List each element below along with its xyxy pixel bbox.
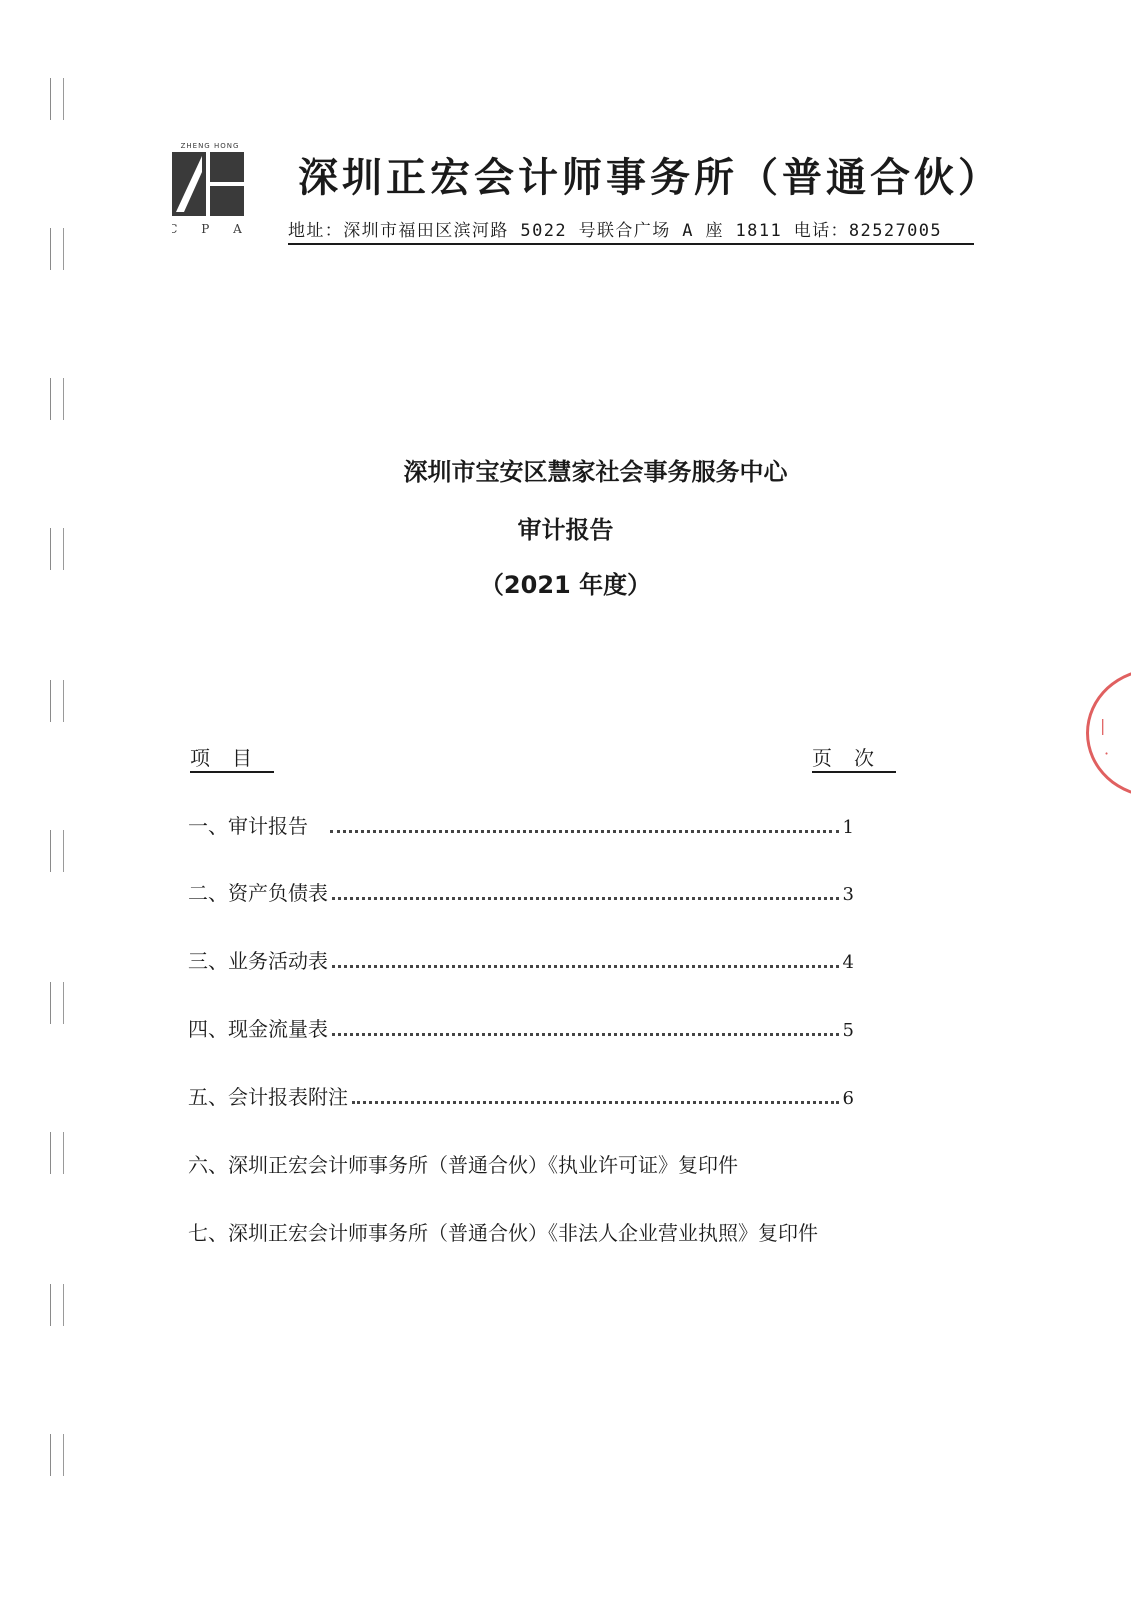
toc-row-page: 1 xyxy=(842,817,854,838)
toc-row-label: 六、深圳正宏会计师事务所（普通合伙）《执业许可证》复印件 xyxy=(188,1153,738,1177)
firm-address: 地址：深圳市福田区滨河路 5022 号联合广场 A 座 1811 电话：82527005 xyxy=(288,216,974,245)
seal-stamp xyxy=(1086,668,1131,798)
toc-row-page: 3 xyxy=(842,884,854,905)
toc-leader-dots xyxy=(330,829,839,833)
binding-mark xyxy=(50,982,64,1024)
logo-top-text: ZHENG HONG xyxy=(180,142,240,150)
toc-row-label: 五、会计报表附注 xyxy=(188,1085,348,1109)
toc-leader-dots xyxy=(332,1032,839,1036)
seal-stamp-mark: | xyxy=(1100,716,1106,735)
binding-mark xyxy=(50,1434,64,1476)
toc-row xyxy=(188,1217,948,1245)
toc-row xyxy=(188,810,854,838)
toc-row xyxy=(188,1081,854,1109)
binding-mark xyxy=(50,1132,64,1174)
toc-row-label: 二、资产负债表 xyxy=(188,881,328,905)
binding-mark xyxy=(50,680,64,722)
toc-row xyxy=(188,1013,854,1041)
firm-logo xyxy=(172,142,248,234)
toc-row-label: 三、业务活动表 xyxy=(188,949,328,973)
report-year: （2021 年度） xyxy=(479,571,652,599)
toc-row-page: 4 xyxy=(842,952,854,973)
binding-mark xyxy=(50,78,64,120)
toc-leader-dots xyxy=(352,1100,839,1104)
report-title: 审计报告 xyxy=(517,516,614,544)
toc-row xyxy=(188,1149,948,1177)
toc-row-label: 四、现金流量表 xyxy=(188,1017,328,1041)
toc-leader-dots xyxy=(332,896,839,900)
toc-row xyxy=(188,945,854,973)
toc-row xyxy=(188,877,854,905)
binding-mark xyxy=(50,378,64,420)
toc-row-page: 5 xyxy=(842,1020,854,1041)
binding-mark xyxy=(50,830,64,872)
seal-stamp-mark: · xyxy=(1104,744,1110,763)
toc-header-item: 项目 xyxy=(190,746,274,770)
organization-title: 深圳市宝安区慧家社会事务服务中心 xyxy=(403,458,788,486)
toc-header-page: 页次 xyxy=(812,746,896,770)
toc-row-label: 一、审计报告 xyxy=(188,814,308,838)
logo-bottom-text: C P A xyxy=(172,222,248,234)
toc-leader-dots xyxy=(332,964,839,968)
toc-row-label: 七、深圳正宏会计师事务所（普通合伙）《非法人企业营业执照》复印件 xyxy=(188,1221,818,1245)
toc-row-page: 6 xyxy=(842,1088,854,1109)
firm-name: 深圳正宏会计师事务所（普通合伙） xyxy=(298,154,1002,201)
binding-mark xyxy=(50,1284,64,1326)
binding-mark xyxy=(50,228,64,270)
